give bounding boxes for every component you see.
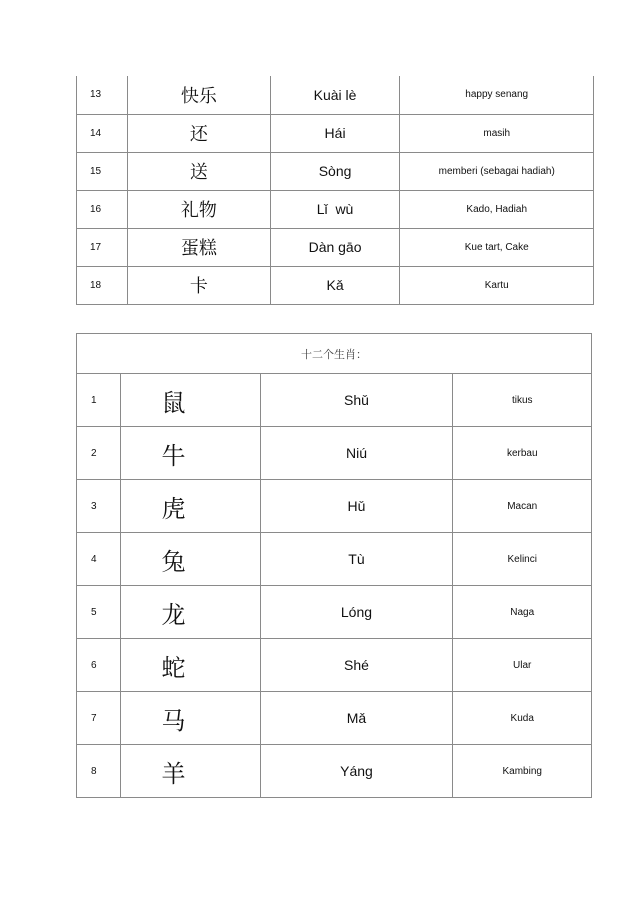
meaning-cell: Macan bbox=[453, 480, 592, 533]
vocab-table-body bbox=[77, 76, 594, 304]
table-row bbox=[77, 586, 592, 639]
row-number: 2 bbox=[77, 427, 121, 480]
row-number: 4 bbox=[77, 533, 121, 586]
meaning-cell: Kambing bbox=[453, 745, 592, 798]
pinyin-cell: Kuài lè bbox=[270, 76, 400, 114]
hanzi-cell: 送 bbox=[128, 152, 271, 190]
pinyin-cell: Dàn gāo bbox=[270, 228, 400, 266]
vocab-table bbox=[76, 76, 594, 305]
row-number: 18 bbox=[77, 266, 128, 304]
table-row bbox=[77, 427, 592, 480]
meaning-cell: Kartu bbox=[400, 266, 594, 304]
pinyin-cell: Hǔ bbox=[260, 480, 453, 533]
table-row bbox=[77, 480, 592, 533]
hanzi-cell: 蛋糕 bbox=[128, 228, 271, 266]
hanzi-cell: 兔 bbox=[121, 533, 260, 586]
meaning-cell: kerbau bbox=[453, 427, 592, 480]
row-number: 3 bbox=[77, 480, 121, 533]
hanzi-cell: 鼠 bbox=[121, 374, 260, 427]
meaning-cell: Kado, Hadiah bbox=[400, 190, 594, 228]
pinyin-cell: Shé bbox=[260, 639, 453, 692]
pinyin-cell: Kǎ bbox=[270, 266, 400, 304]
table-row bbox=[77, 228, 594, 266]
row-number: 5 bbox=[77, 586, 121, 639]
meaning-cell: Naga bbox=[453, 586, 592, 639]
zodiac-table-title: 十二个生肖： bbox=[77, 334, 592, 374]
pinyin-cell: Yáng bbox=[260, 745, 453, 798]
zodiac-title-row bbox=[77, 334, 592, 374]
hanzi-cell: 礼物 bbox=[128, 190, 271, 228]
row-number: 1 bbox=[77, 374, 121, 427]
meaning-cell: Kelinci bbox=[453, 533, 592, 586]
table-row bbox=[77, 266, 594, 304]
hanzi-cell: 快乐 bbox=[128, 76, 271, 114]
meaning-cell: tikus bbox=[453, 374, 592, 427]
row-number: 17 bbox=[77, 228, 128, 266]
meaning-cell: happy senang bbox=[400, 76, 594, 114]
row-number: 13 bbox=[77, 76, 128, 114]
pinyin-cell: Tù bbox=[260, 533, 453, 586]
pinyin-cell: Lóng bbox=[260, 586, 453, 639]
hanzi-cell: 龙 bbox=[121, 586, 260, 639]
pinyin-cell: Niú bbox=[260, 427, 453, 480]
pinyin-cell: Mǎ bbox=[260, 692, 453, 745]
table-row bbox=[77, 692, 592, 745]
table-row bbox=[77, 76, 594, 114]
hanzi-cell: 还 bbox=[128, 114, 271, 152]
hanzi-cell: 牛 bbox=[121, 427, 260, 480]
table-row bbox=[77, 533, 592, 586]
hanzi-cell: 卡 bbox=[128, 266, 271, 304]
hanzi-cell: 蛇 bbox=[121, 639, 260, 692]
meaning-cell: Kuda bbox=[453, 692, 592, 745]
meaning-cell: masih bbox=[400, 114, 594, 152]
pinyin-cell: Sòng bbox=[270, 152, 400, 190]
meaning-cell: memberi (sebagai hadiah) bbox=[400, 152, 594, 190]
table-row bbox=[77, 190, 594, 228]
table-row bbox=[77, 374, 592, 427]
zodiac-table bbox=[76, 333, 592, 798]
row-number: 8 bbox=[77, 745, 121, 798]
row-number: 14 bbox=[77, 114, 128, 152]
table-row bbox=[77, 745, 592, 798]
row-number: 6 bbox=[77, 639, 121, 692]
row-number: 16 bbox=[77, 190, 128, 228]
hanzi-cell: 虎 bbox=[121, 480, 260, 533]
pinyin-cell: Lǐ wù bbox=[270, 190, 400, 228]
row-number: 15 bbox=[77, 152, 128, 190]
row-number: 7 bbox=[77, 692, 121, 745]
hanzi-cell: 羊 bbox=[121, 745, 260, 798]
table-row bbox=[77, 639, 592, 692]
hanzi-cell: 马 bbox=[121, 692, 260, 745]
pinyin-cell: Shǔ bbox=[260, 374, 453, 427]
table-row bbox=[77, 114, 594, 152]
meaning-cell: Kue tart, Cake bbox=[400, 228, 594, 266]
zodiac-table-body bbox=[77, 334, 592, 798]
meaning-cell: Ular bbox=[453, 639, 592, 692]
table-row bbox=[77, 152, 594, 190]
pinyin-cell: Hái bbox=[270, 114, 400, 152]
